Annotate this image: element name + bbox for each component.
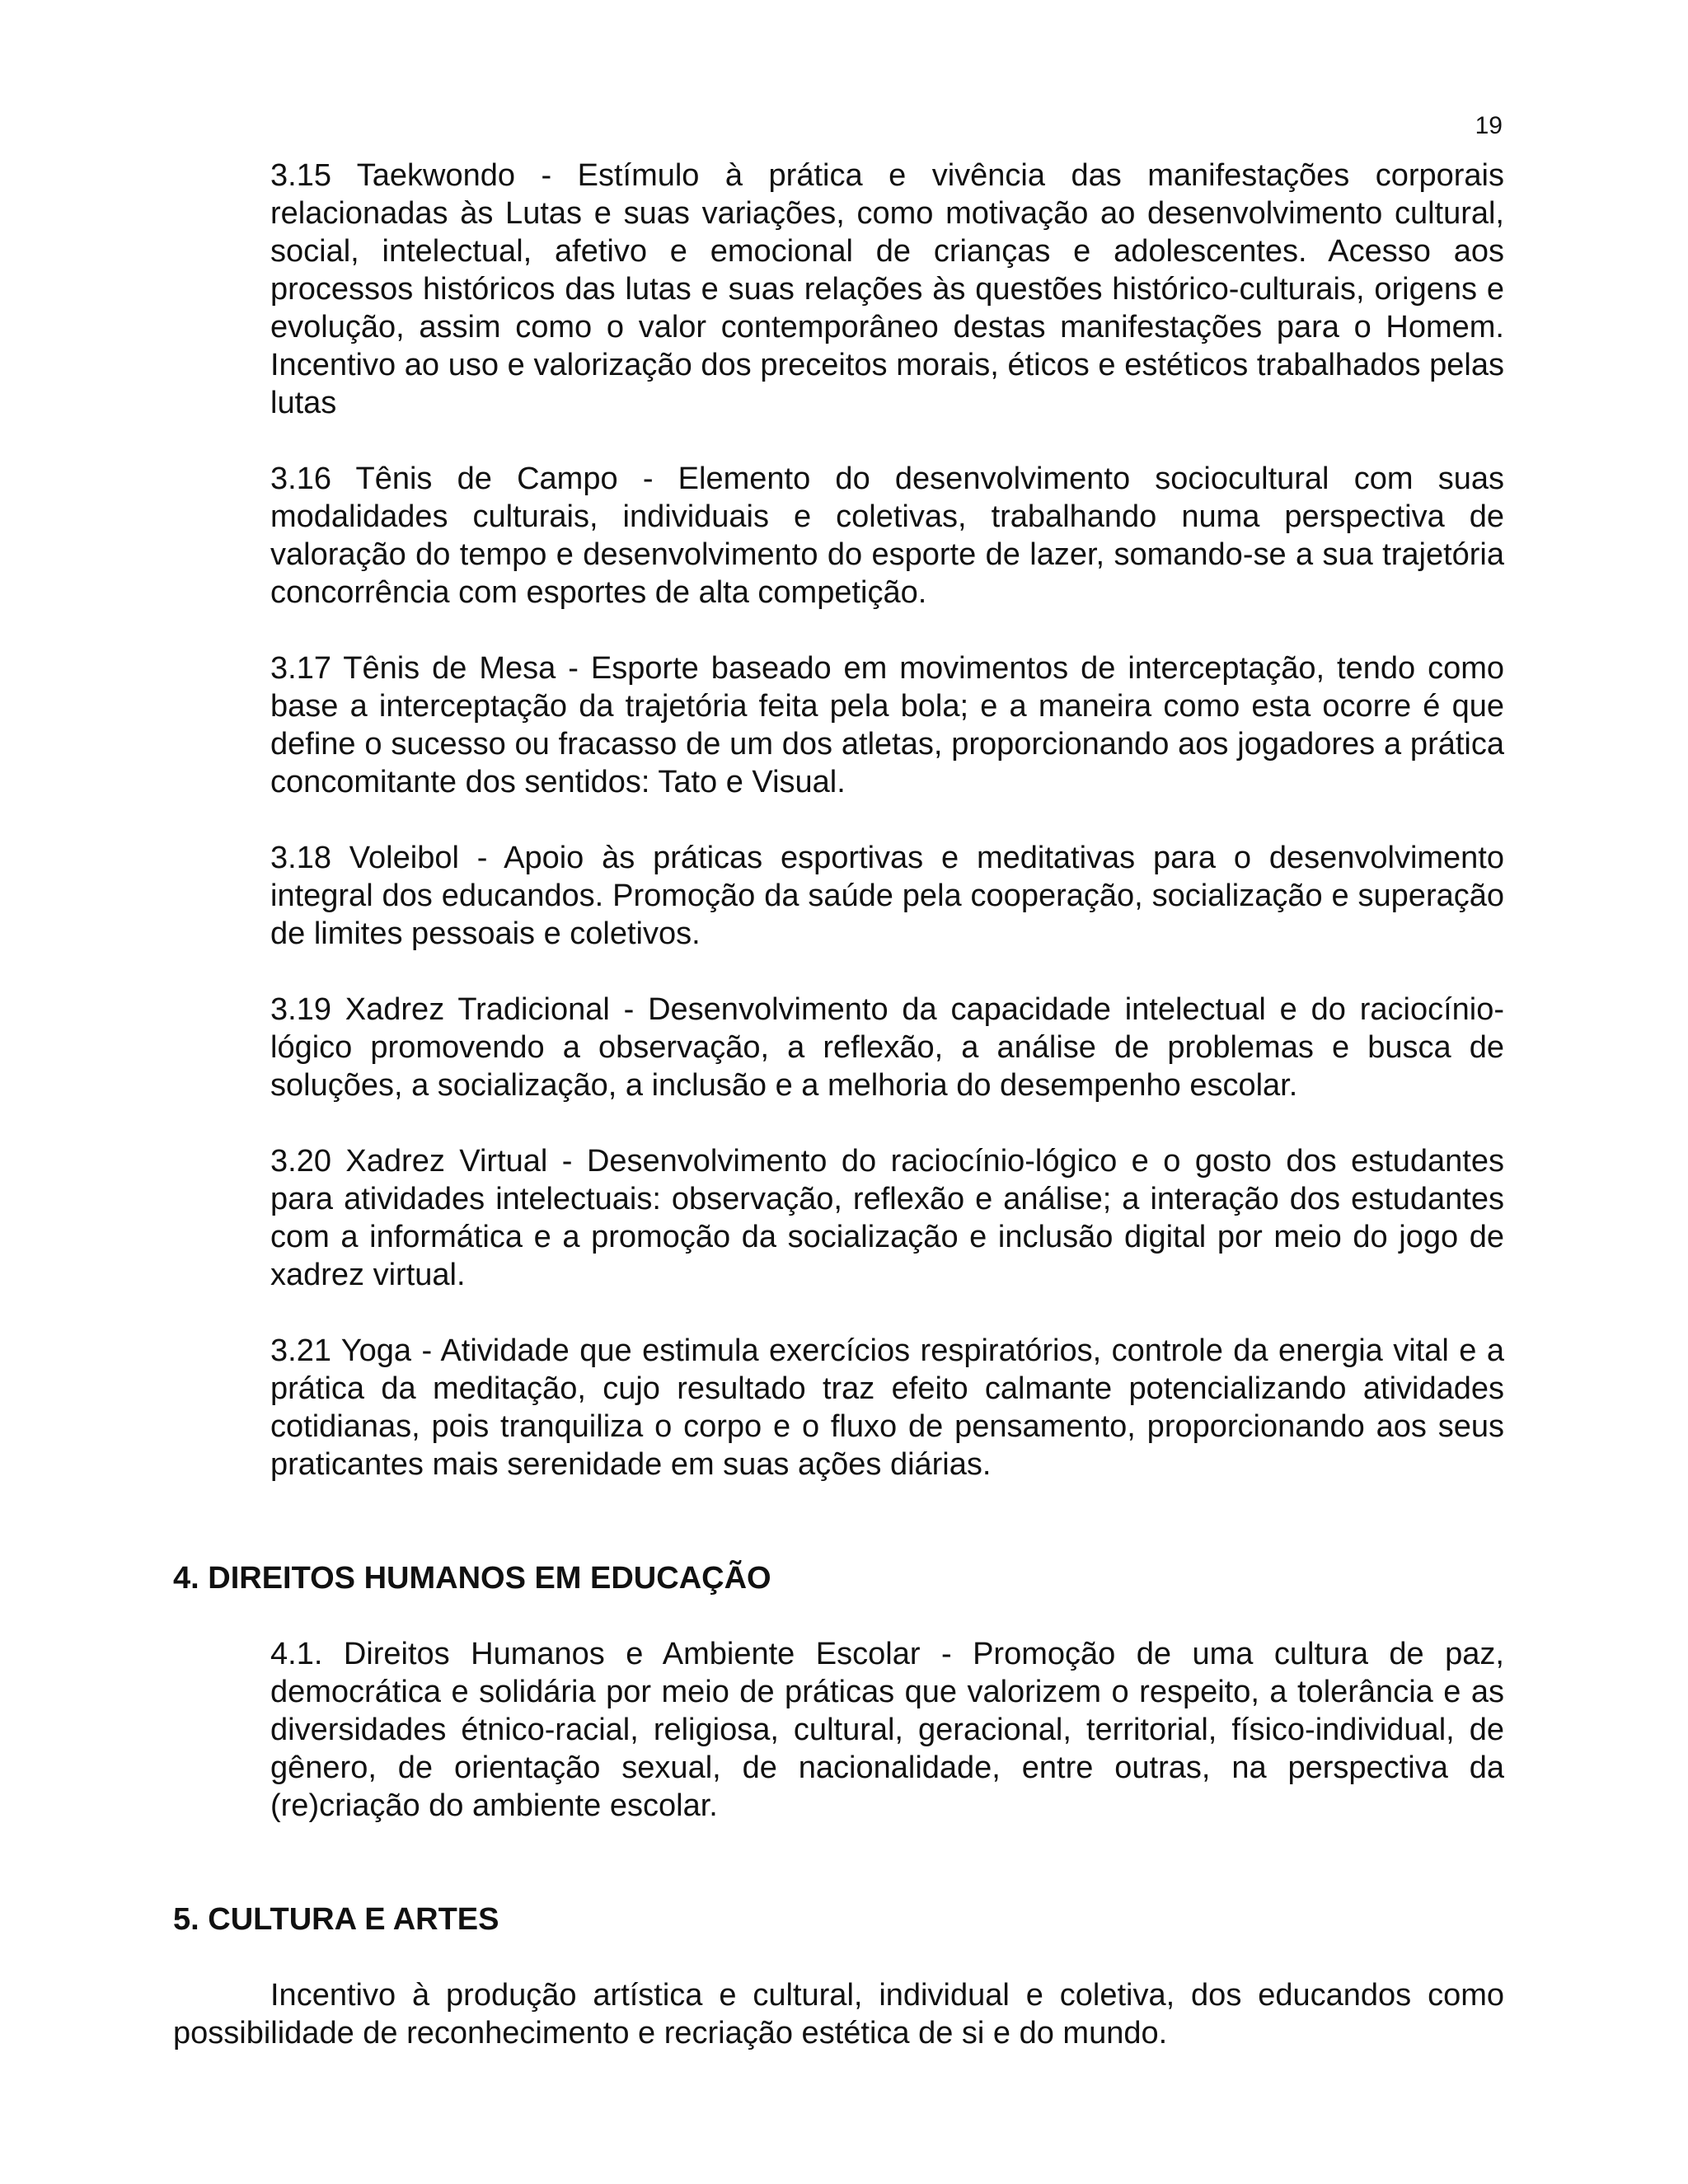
section-5-heading: 5. CULTURA E ARTES bbox=[173, 1902, 499, 1937]
section-4-heading: 4. DIREITOS HUMANOS EM EDUCAÇÃO bbox=[173, 1561, 771, 1596]
section-5-paragraph: Incentivo à produção artística e cultural, individual e coletiva, dos educandos como possibilidade de reconhecimento e recriação estética de si e do mundo. bbox=[173, 1978, 1504, 2050]
page-number: 19 bbox=[1475, 112, 1503, 139]
item-3-15-taekwondo: 3.15 Taekwondo - Estímulo à prática e vivência das manifestações corporais relacionadas às Lutas e suas variações, como motivação ao desenvolvimento cultural, social, intelectual, afetivo e emocional de crianças e adolescentes. Acesso aos processos históricos das lutas e suas relações às questões histórico-culturais, origens e evolução, assim como o valor contemporâneo destas manifestações para o Homem. Incentivo ao uso e valorização dos preceitos morais, éticos e estéticos trabalhados pelas lutas bbox=[270, 158, 1504, 420]
section-4-items bbox=[270, 1635, 1504, 1825]
item-4-1-direitos-humanos: 4.1. Direitos Humanos e Ambiente Escolar - Promoção de uma cultura de paz, democrática e solidária por meio de práticas que valorizem o respeito, a tolerância e as diversidades étnico-racial, religiosa, cultural, geracional, territorial, físico-individual, de gênero, de orientação sexual, de nacionalidade, entre outras, na perspectiva da (re)criação do ambiente escolar. bbox=[270, 1637, 1504, 1823]
item-3-16-tenis-de-campo: 3.16 Tênis de Campo - Elemento do desenvolvimento sociocultural com suas modalidades culturais, individuais e coletivas, trabalhando numa perspectiva de valoração do tempo e desenvolvimento do esporte de lazer, somando-se a sua trajetória concorrência com esportes de alta competição. bbox=[270, 462, 1504, 610]
document-body bbox=[173, 157, 1504, 2052]
item-3-19-xadrez-tradicional: 3.19 Xadrez Tradicional - Desenvolvimento da capacidade intelectual e do raciocínio-lógico promovendo a observação, a reflexão, a análise de problemas e busca de soluções, a socialização, a inclusão e a melhoria do desempenho escolar. bbox=[270, 992, 1504, 1103]
item-3-17-tenis-de-mesa: 3.17 Tênis de Mesa - Esporte baseado em movimentos de interceptação, tendo como base a interceptação da trajetória feita pela bola; e a maneira como esta ocorre é que define o sucesso ou fracasso de um dos atletas, proporcionando aos jogadores a prática concomitante dos sentidos: Tato e Visual. bbox=[270, 651, 1504, 799]
section-3-items bbox=[270, 157, 1504, 1483]
item-3-21-yoga: 3.21 Yoga - Atividade que estimula exercícios respiratórios, controle da energia vital e a prática da meditação, cujo resultado traz efeito calmante potencializando atividades cotidianas, pois tranquiliza o corpo e o fluxo de pensamento, proporcionando aos seus praticantes mais serenidade em suas ações diárias. bbox=[270, 1333, 1504, 1482]
item-3-18-voleibol: 3.18 Voleibol - Apoio às práticas esportivas e meditativas para o desenvolvimento integral dos educandos. Promoção da saúde pela cooperação, socialização e superação de limites pessoais e coletivos. bbox=[270, 841, 1504, 951]
item-3-20-xadrez-virtual: 3.20 Xadrez Virtual - Desenvolvimento do raciocínio-lógico e o gosto dos estudantes para atividades intelectuais: observação, reflexão e análise; a interação dos estudantes com a informática e a promoção da socialização e inclusão digital por meio do jogo de xadrez virtual. bbox=[270, 1144, 1504, 1292]
